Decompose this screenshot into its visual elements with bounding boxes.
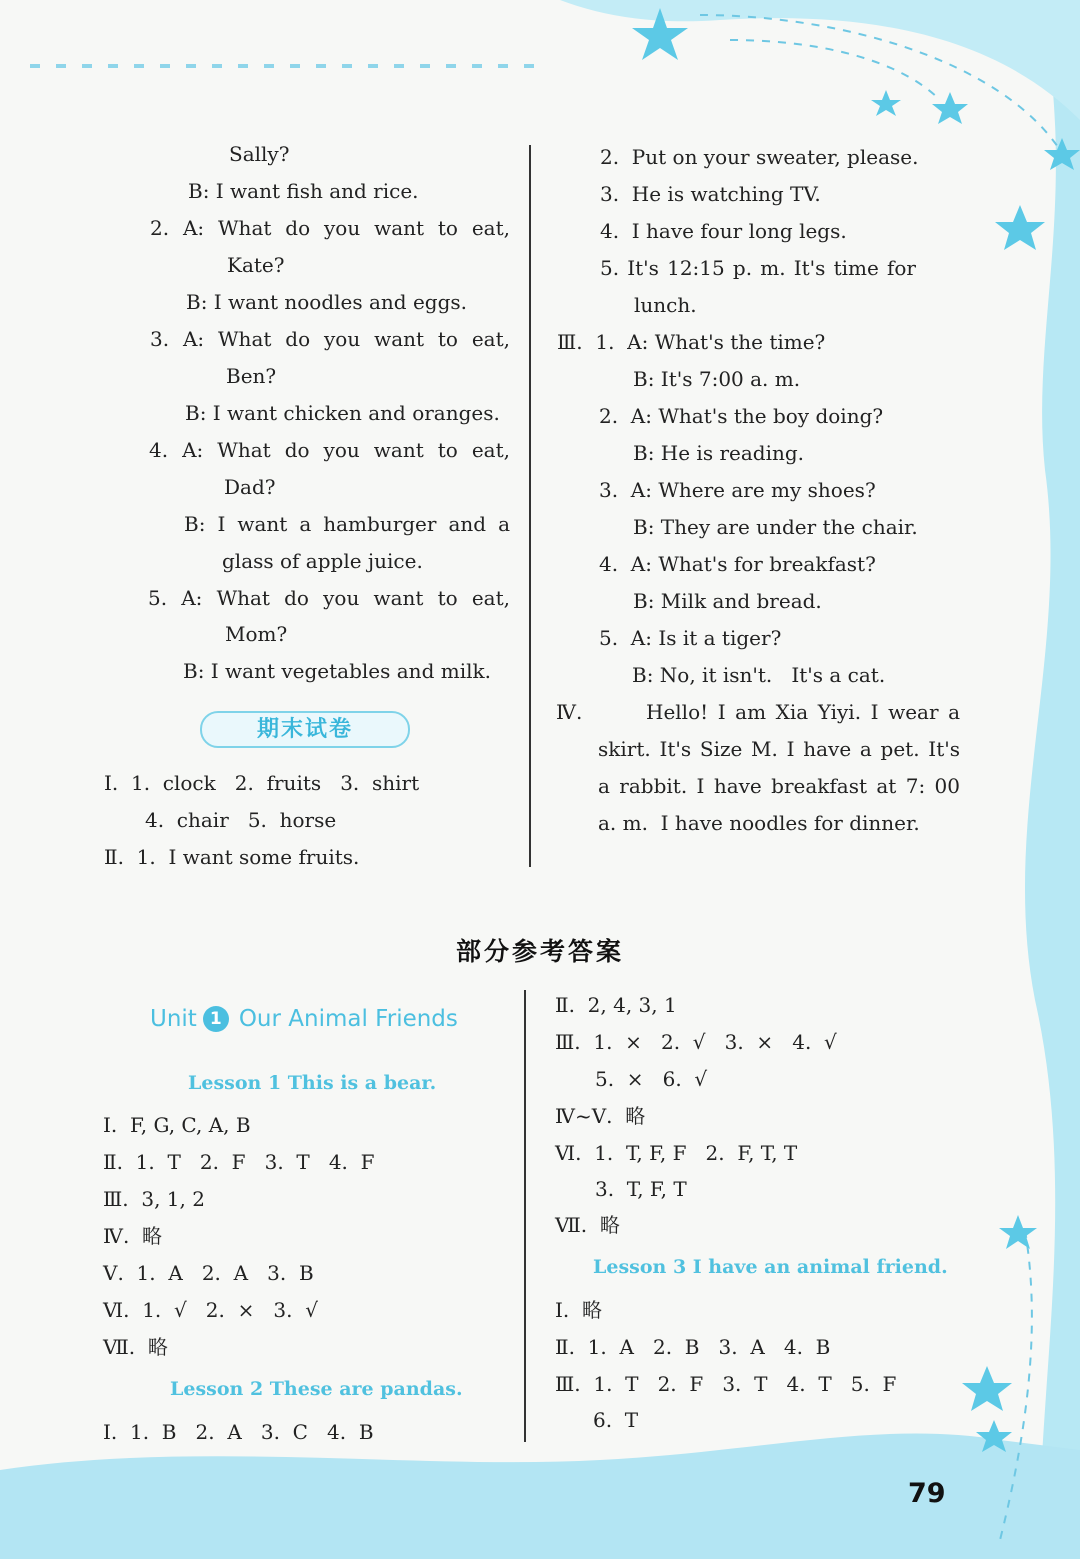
- answer-line: Ⅳ~Ⅴ. 略: [555, 1104, 646, 1128]
- answer-line: B: No, it isn't. It's a cat.: [632, 663, 886, 687]
- column-divider-top: [529, 145, 531, 867]
- answer-line: 4. chair 5. horse: [145, 808, 337, 832]
- answer-line: a. m. I have noodles for dinner.: [598, 811, 920, 835]
- answer-line: Sally?: [229, 142, 290, 166]
- answer-line: Ⅰ. 1. clock 2. fruits 3. shirt: [104, 771, 420, 795]
- answer-line: Ⅱ. 1. T 2. F 3. T 4. F: [103, 1150, 375, 1174]
- answer-line: Ⅳ. 略: [103, 1224, 163, 1248]
- answer-line: a rabbit. I have breakfast at 7: 00: [598, 774, 960, 798]
- answer-line: 3. He is watching TV.: [600, 182, 821, 206]
- answer-line: B: Milk and bread.: [633, 589, 822, 613]
- lesson-heading: Lesson 1 This is a bear.: [188, 1072, 437, 1094]
- answer-line: 6. T: [593, 1408, 639, 1432]
- answer-line: Ⅱ. 2, 4, 3, 1: [555, 993, 677, 1017]
- answer-line: Kate?: [227, 253, 285, 277]
- star-icon: [962, 1366, 1012, 1411]
- answer-line: Ⅱ. 1. A 2. B 3. A 4. B: [555, 1335, 831, 1359]
- answer-line: Ben?: [226, 364, 277, 388]
- answer-line: Ⅶ. 略: [555, 1213, 620, 1237]
- right-wave-band: [1025, 0, 1080, 1559]
- star-icon: [871, 90, 901, 116]
- answer-line: Ⅶ. 略: [103, 1335, 168, 1359]
- answer-line: Ⅰ. 略: [555, 1298, 602, 1322]
- answer-line: Dad?: [224, 475, 276, 499]
- answer-line: 3. A: Where are my shoes?: [599, 478, 876, 502]
- unit-heading: [150, 1006, 458, 1032]
- answer-line: skirt. It's Size M. I have a pet. It's: [598, 737, 960, 761]
- answer-line: B: I want vegetables and milk.: [183, 659, 491, 683]
- unit-label: Unit: [150, 1006, 197, 1032]
- answer-line: 5. A: Is it a tiger?: [599, 626, 782, 650]
- answer-line: 3. A: What do you want to eat,: [150, 327, 510, 351]
- answer-line: Ⅲ. 1. T 2. F 3. T 4. T 5. F: [555, 1372, 897, 1396]
- section-title: 部分参考答案: [455, 937, 624, 966]
- answer-line: Ⅰ. 1. B 2. A 3. C 4. B: [103, 1420, 374, 1444]
- answer-line: Ⅳ.: [556, 700, 583, 724]
- page-number: 79: [908, 1478, 946, 1509]
- answer-line: Mom?: [225, 622, 288, 646]
- answer-line: Ⅲ. 3, 1, 2: [103, 1187, 205, 1211]
- answer-line: 4. I have four long legs.: [600, 219, 847, 243]
- answer-line: 2. A: What do you want to eat,: [150, 216, 510, 240]
- column-divider-bottom: [524, 990, 526, 1442]
- answer-line: Ⅲ. 1. A: What's the time?: [557, 330, 826, 354]
- answer-line: 2. Put on your sweater, please.: [600, 145, 919, 169]
- answer-line: 5. A: What do you want to eat,: [148, 586, 510, 610]
- answer-line: Ⅰ. F, G, C, A, B: [103, 1113, 251, 1137]
- exam-badge: 期末试卷: [200, 711, 410, 748]
- unit-title: Our Animal Friends: [238, 1006, 458, 1032]
- answer-line: 3. T, F, T: [595, 1177, 687, 1201]
- answer-line: 4. A: What's for breakfast?: [599, 552, 876, 576]
- answer-line: 4. A: What do you want to eat,: [149, 438, 510, 462]
- star-icon: [999, 1215, 1037, 1249]
- answer-line: B: It's 7:00 a. m.: [633, 367, 801, 391]
- answer-line: Ⅱ. 1. I want some fruits.: [104, 845, 360, 869]
- lesson-heading: Lesson 3 I have an animal friend.: [593, 1256, 948, 1278]
- answer-line: Ⅵ. 1. √ 2. × 3. √: [103, 1298, 318, 1322]
- star-icon: [932, 92, 968, 124]
- answer-line: 5. × 6. √: [595, 1067, 708, 1091]
- top-wave: [560, 0, 1080, 120]
- unit-number-badge: 1: [203, 1006, 229, 1032]
- answer-line: B: He is reading.: [633, 441, 805, 465]
- answer-line: B: I want a hamburger and a: [184, 512, 510, 536]
- answer-line: B: They are under the chair.: [633, 515, 918, 539]
- answer-line: lunch.: [634, 293, 697, 317]
- answer-line: Hello! I am Xia Yiyi. I wear a: [646, 700, 960, 724]
- answer-line: Ⅴ. 1. A 2. A 3. B: [103, 1261, 314, 1285]
- answer-line: 5. It's 12:15 p. m. It's time for: [600, 256, 916, 280]
- answer-line: B: I want chicken and oranges.: [185, 401, 500, 425]
- answer-line: B: I want noodles and eggs.: [186, 290, 468, 314]
- lesson-heading: Lesson 2 These are pandas.: [170, 1378, 463, 1400]
- answer-line: glass of apple juice.: [222, 549, 423, 573]
- answer-line: 2. A: What's the boy doing?: [599, 404, 884, 428]
- answer-line: B: I want fish and rice.: [188, 179, 419, 203]
- answer-line: Ⅵ. 1. T, F, F 2. F, T, T: [555, 1141, 798, 1165]
- star-icon: [995, 205, 1045, 250]
- answer-line: Ⅲ. 1. × 2. √ 3. × 4. √: [555, 1030, 837, 1054]
